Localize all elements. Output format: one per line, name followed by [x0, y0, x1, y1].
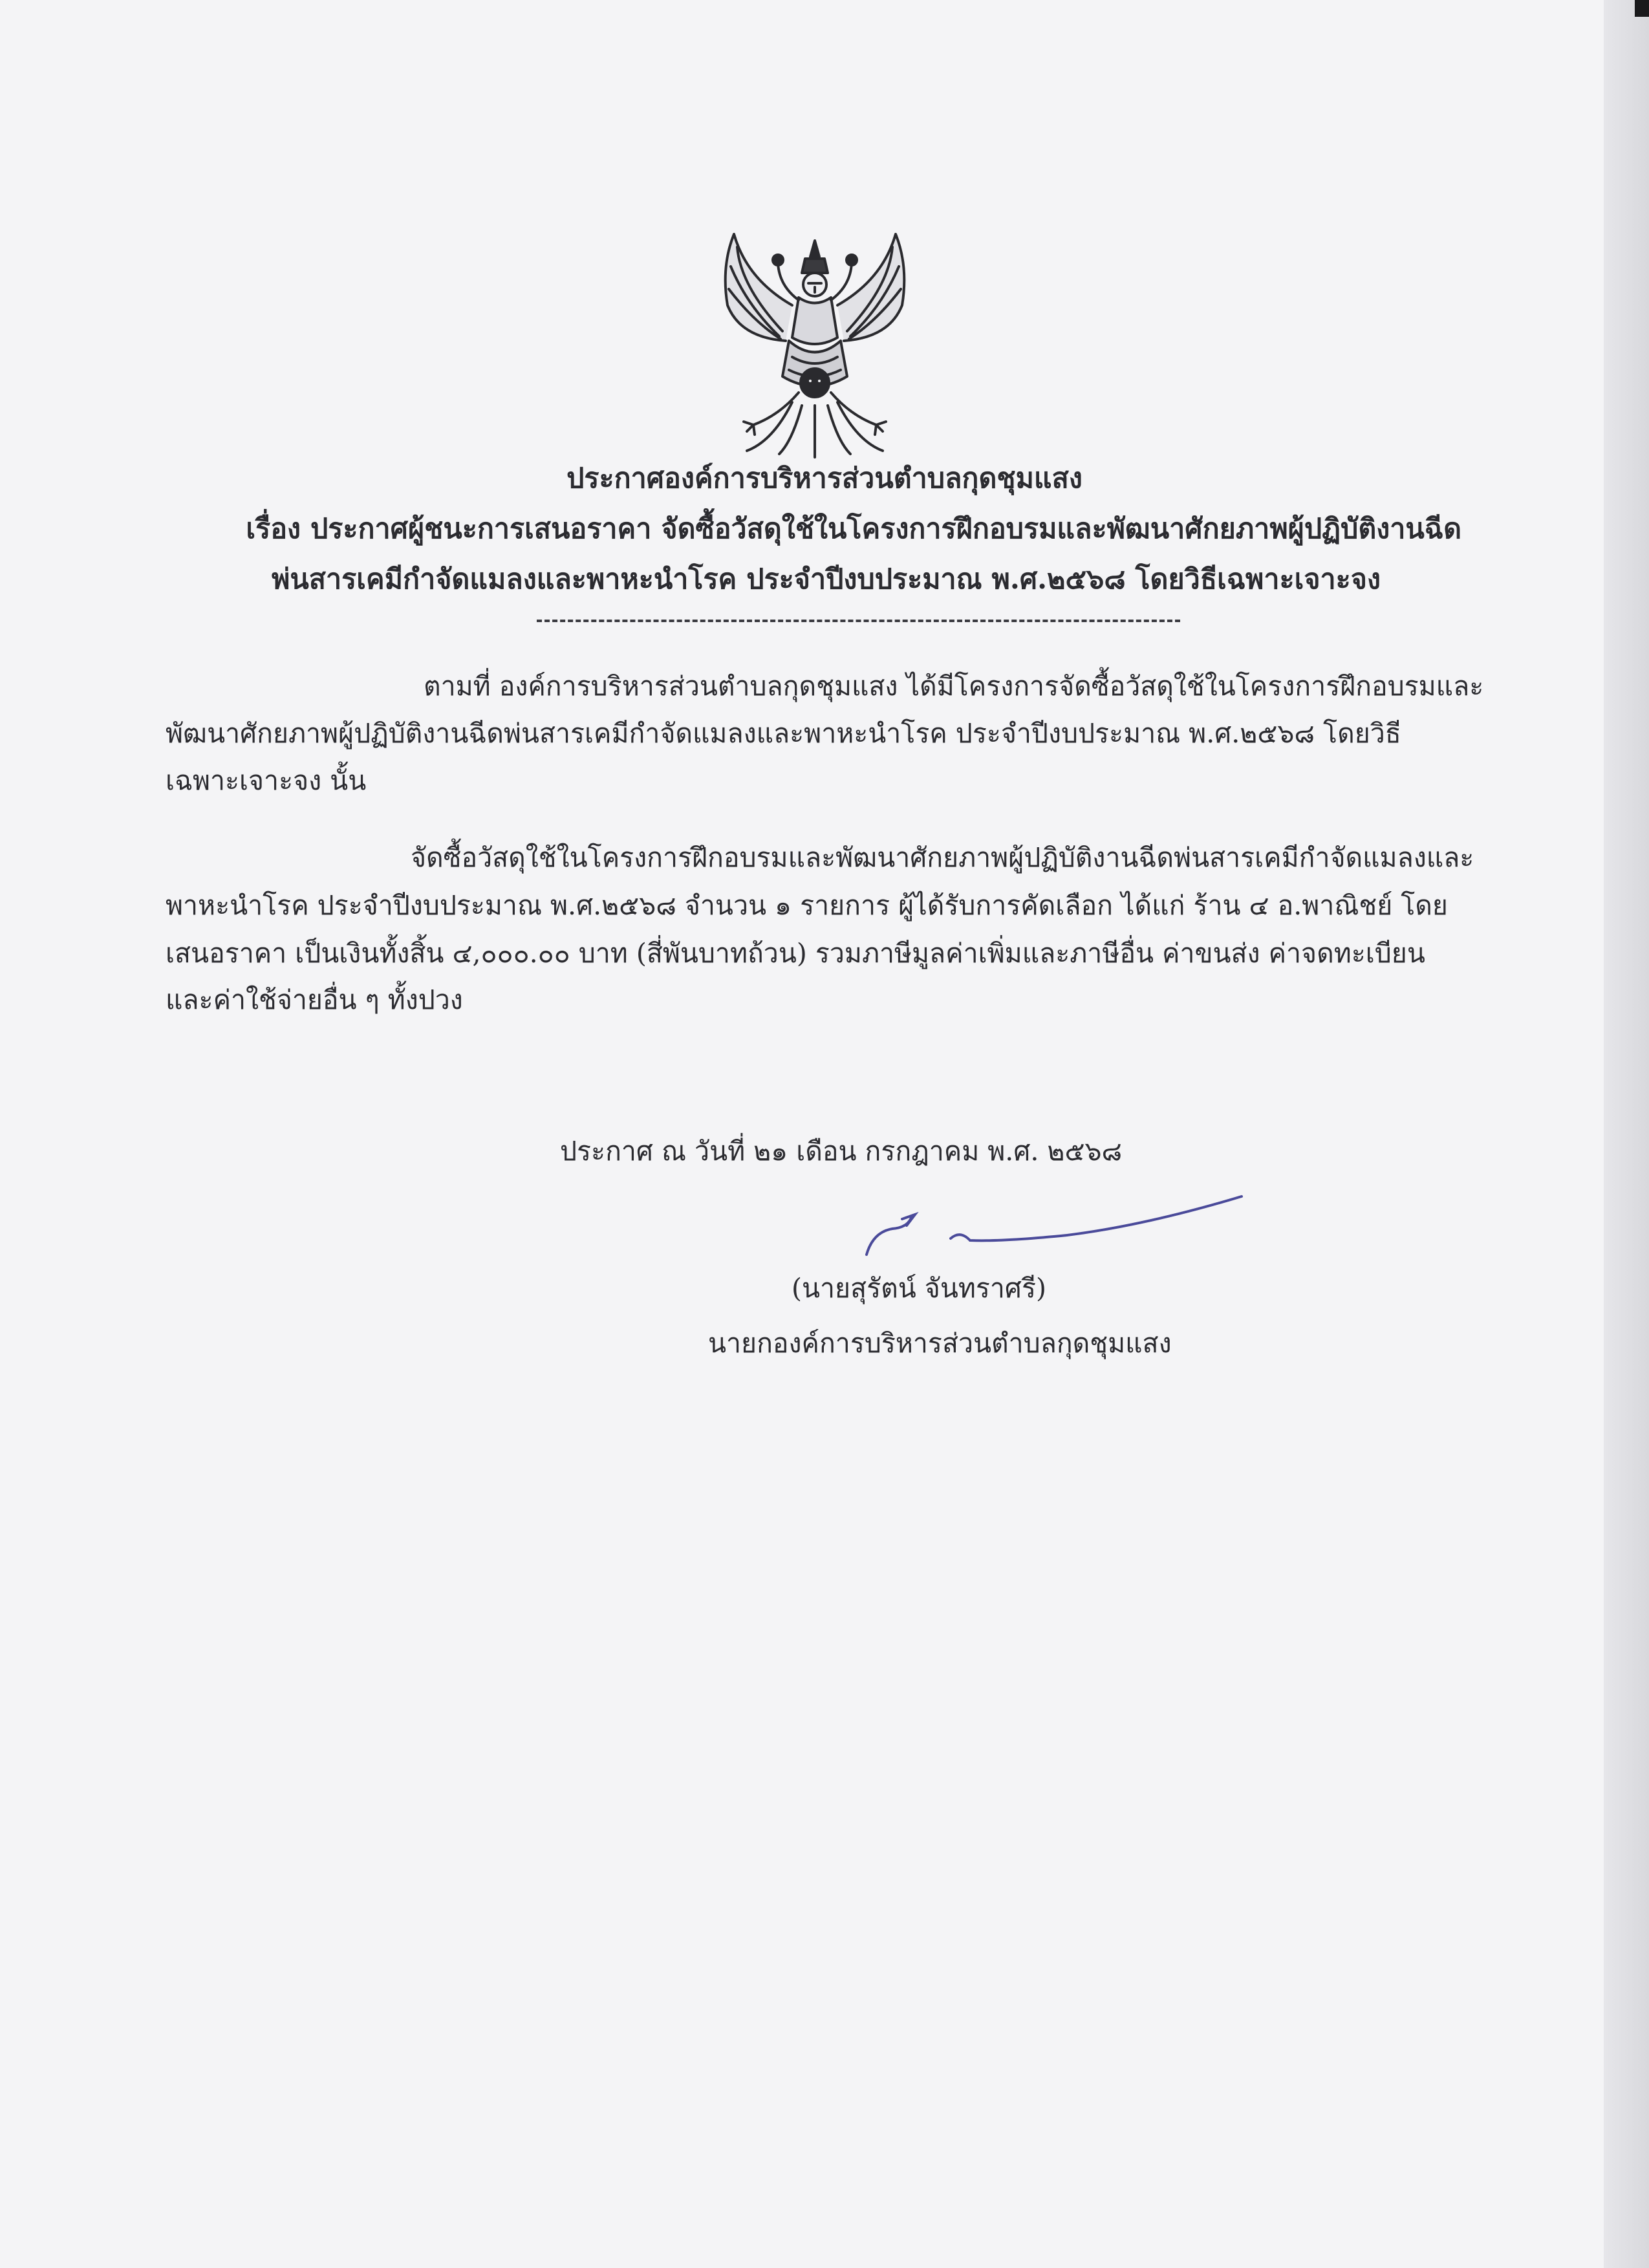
scan-corner [1635, 0, 1649, 17]
signer-name: (นายสุรัตน์ จันทราศรี) [792, 1273, 1046, 1304]
page-title: ประกาศองค์การบริหารส่วนตำบลกุดชุมแสง [566, 462, 1083, 495]
page-edge [1604, 0, 1649, 2268]
paragraph-2-line-2: พาหะนำโรค ประจำปีงบประมาณ พ.ศ.๒๕๖๘ จำนวน ๑ รายการ ผู้ได้รับการคัดเลือก ได้แก่ ร้าน ๔ อ.พาณิชย์ โดย [166, 890, 1448, 921]
subject-line-2: พ่นสารเคมีกำจัดแมลงและพาหะนำโรค ประจำปีงบประมาณ พ.ศ.๒๕๖๘ โดยวิธีเฉพาะเจาะจง [272, 563, 1381, 596]
separator-divider [537, 620, 1180, 622]
paragraph-2-line-4: และค่าใช้จ่ายอื่น ๆ ทั้งปวง [166, 984, 463, 1015]
signer-position: นายกองค์การบริหารส่วนตำบลกุดชุมแสง [708, 1328, 1172, 1359]
garuda-emblem-icon [708, 228, 921, 464]
announcement-date: ประกาศ ณ วันที่ ๒๑ เดือน กรกฎาคม พ.ศ. ๒๕๖๘ [560, 1136, 1123, 1167]
paragraph-1-line-1: ตามที่ องค์การบริหารส่วนตำบลกุดชุมแสง ได้มีโครงการจัดซื้อวัสดุใช้ในโครงการฝึกอบรมและ [424, 671, 1484, 702]
paragraph-1-line-2: พัฒนาศักยภาพผู้ปฏิบัติงานฉีดพ่นสารเคมีกำจัดแมลงและพาหะนำโรค ประจำปีงบประมาณ พ.ศ.๒๕๖๘ โดยวิธี [166, 718, 1401, 749]
subject-line-1: เรื่อง ประกาศผู้ชนะการเสนอราคา จัดซื้อวัสดุใช้ในโครงการฝึกอบรมและพัฒนาศักยภาพผู้ปฏิบัติงานฉีด [246, 513, 1461, 545]
paragraph-2-line-3: เสนอราคา เป็นเงินทั้งสิ้น ๔,๐๐๐.๐๐ บาท (สี่พันบาทถ้วน) รวมภาษีมูลค่าเพิ่มและภาษีอื่น ค่าขนส่ง ค่าจดทะเบียน [166, 938, 1425, 969]
paragraph-2-line-1: จัดซื้อวัสดุใช้ในโครงการฝึกอบรมและพัฒนาศักยภาพผู้ปฏิบัติงานฉีดพ่นสารเคมีกำจัดแมลงและ [411, 842, 1474, 873]
signature-icon [854, 1177, 1255, 1268]
paragraph-1-line-3: เฉพาะเจาะจง นั้น [166, 765, 367, 796]
